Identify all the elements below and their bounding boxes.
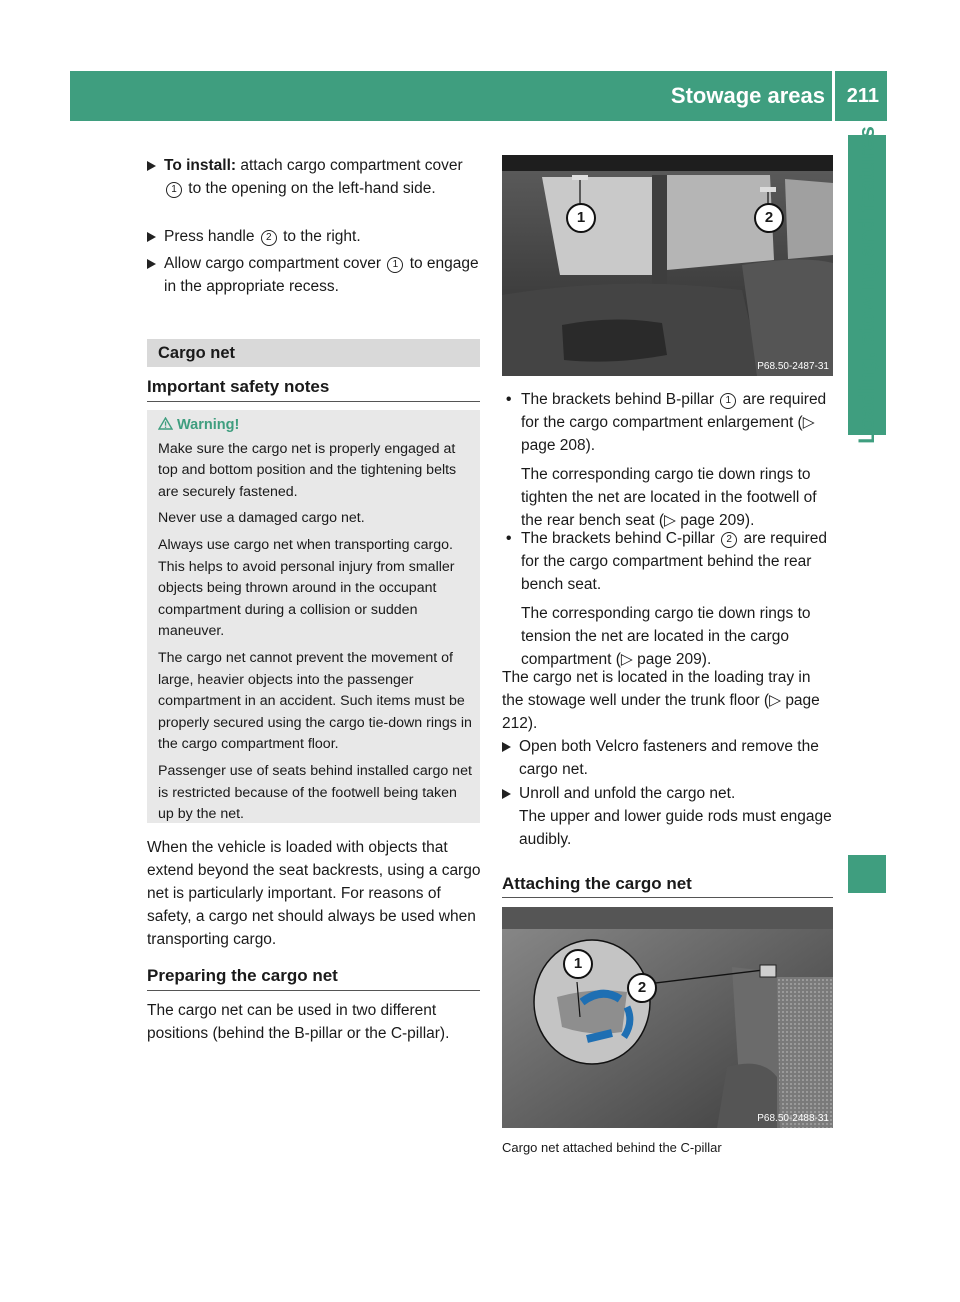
step-arrow-icon [502,742,511,752]
body-paragraph: The cargo net can be used in two different positions (behind the B-pillar or the C-pillar). [147,1002,450,1042]
car-interior-illustration [502,155,833,376]
instruction-step: To install: attach cargo compartment cover 1 to the opening on the left-hand side. [147,154,480,200]
warning-paragraph: Make sure the cargo net is properly engaged at top and bottom position and the tightening belts are securely fastened. [158,440,457,500]
header-title: Stowage areas [670,83,825,108]
instruction-step: Allow cargo compartment cover 1 to engage in the appropriate recess. [147,252,480,298]
callout-2: 2 [627,973,657,1003]
subheading-preparing: Preparing the cargo net [147,966,338,985]
heading-rule [147,401,480,402]
page-number: 211 [846,85,879,107]
instruction-step: Open both Velcro fasteners and remove the cargo net. [502,735,836,781]
warning-paragraph: Passenger use of seats behind installed cargo net is restricted because of the footwell being taken up by the net. [158,762,472,823]
photo-c-pillar-net [502,907,833,1128]
bullet-icon: • [506,391,512,408]
list-item: • The brackets behind C-pillar 2 are required for the cargo compartment behind the rear bench seat. The corresponding cargo tie down rings to tension the net are located in the cargo compartment (▷ page 209). [506,527,834,671]
photo-reference: P68.50-2488-31 [757,1113,829,1124]
instruction-step: Press handle 2 to the right. [147,225,480,248]
callout-1: 1 [566,203,596,233]
page-header [70,71,887,121]
subheading-attaching: Attaching the cargo net [502,874,692,893]
warning-triangle-icon [158,417,173,430]
photo-b-pillar-brackets [502,155,833,376]
warning-paragraph: Never use a damaged cargo net. [158,510,365,527]
header-divider [832,71,835,121]
step-arrow-icon [147,259,156,269]
photo-caption: Cargo net attached behind the C-pillar [502,1140,722,1155]
subheading-safety: Important safety notes [147,377,330,396]
warning-content [158,415,474,831]
list-item: • The brackets behind B-pillar 1 are required for the cargo compartment enlargement (▷ page 208). The corresponding cargo tie down rings to tighten the net are located in the footwell of the rear bench seat (▷ page 209). [506,388,834,532]
step-arrow-icon [502,789,511,799]
instruction-step: Unroll and unfold the cargo net. The upper and lower guide rods must engage audibly. [502,782,836,851]
warning-paragraph: The cargo net cannot prevent the movement of large, heavier objects into the passenger compartment in an accident. Such items must be properly secured using the cargo tie-down rings in the cargo compartment floor. [158,649,472,753]
warning-paragraph: Always use cargo net when transporting cargo. This helps to avoid personal injury from smaller objects being thrown around in the occupant compartment during a collision or sudden maneuver. [158,536,455,640]
callout-2: 2 [754,203,784,233]
side-tab-title: Loading, stowing and features [854,126,879,444]
section-title: Cargo net [158,344,236,362]
heading-rule [502,897,833,898]
cargo-net-illustration [502,907,833,1128]
step-arrow-icon [147,161,156,171]
warning-title: Warning! [158,415,474,437]
body-paragraph: When the vehicle is loaded with objects that extend beyond the seat backrests, using a cargo net is particularly important. For reasons of safety, a cargo net should always be used when transporting cargo. [147,839,481,948]
heading-rule [147,990,480,991]
bullet-icon: • [506,530,512,547]
photo-reference: P68.50-2487-31 [757,361,829,372]
body-paragraph: The cargo net is located in the loading tray in the stowage well under the trunk floor (▷ page 212). [502,669,820,732]
callout-1: 1 [563,949,593,979]
side-tab-marker [848,855,886,893]
step-arrow-icon [147,232,156,242]
